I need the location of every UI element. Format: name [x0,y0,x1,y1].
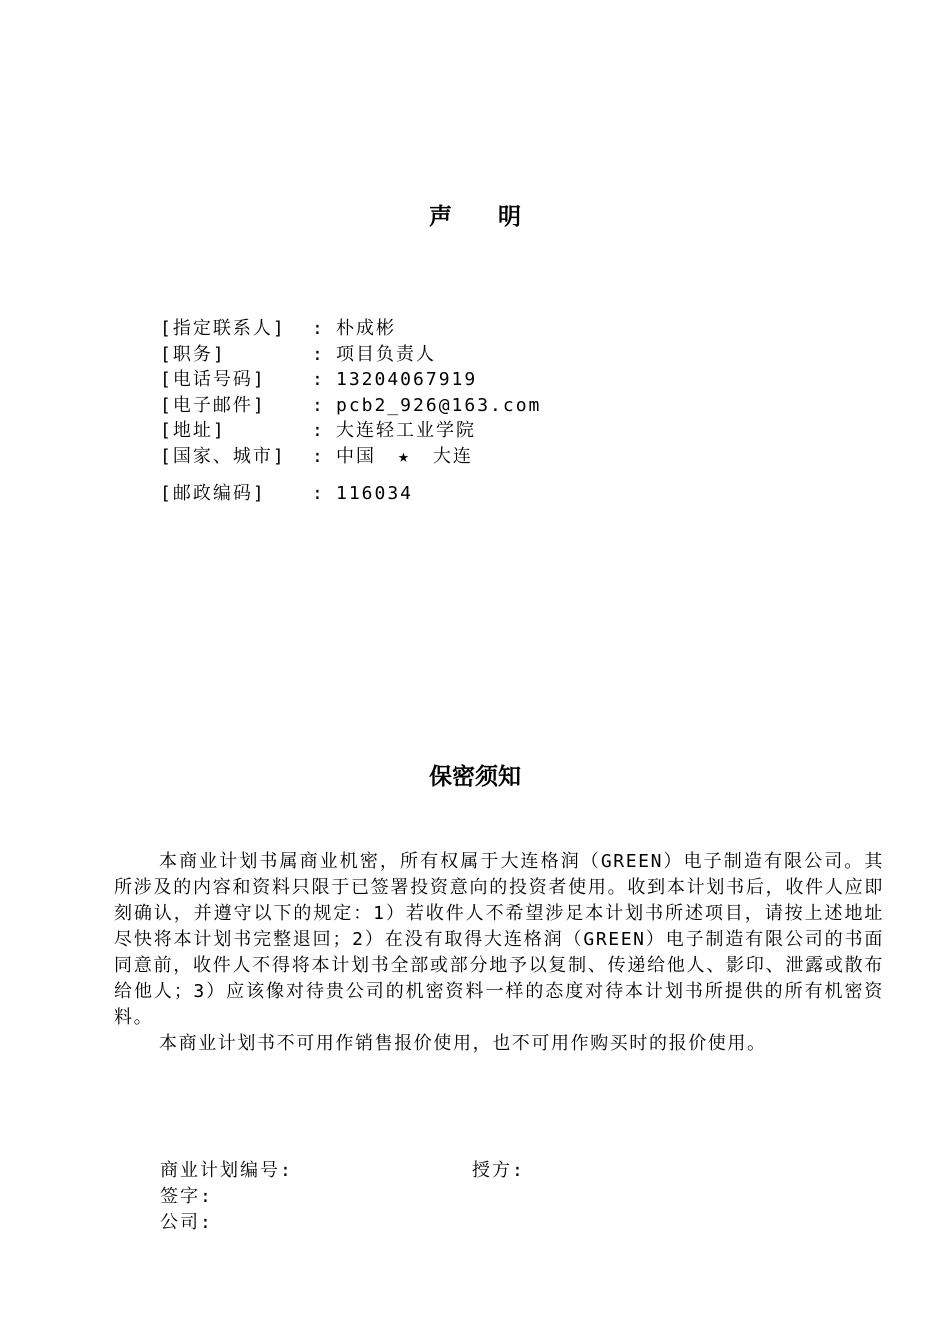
signoff-row-company [160,1210,525,1236]
contact-person-value: 朴成彬 [336,318,396,339]
contact-row-country-city [160,444,541,470]
signature-label: 签字: [160,1186,213,1207]
contact-separator: : [312,318,325,339]
contact-separator: : [312,394,325,416]
plan-number-label: 商业计划编号: [160,1160,293,1181]
confidentiality-title: 保密须知 [429,764,521,790]
confidentiality-notice [114,849,884,1057]
signoff-block [160,1158,525,1236]
contact-row-phone [160,367,541,393]
company-label: 公司: [160,1212,213,1233]
contact-separator: : [312,369,325,390]
contact-row-position [160,342,541,368]
star-icon: ★ [398,445,411,467]
signoff-row-signature [160,1184,525,1210]
notice-paragraph-1: 本商业计划书属商业机密，所有权属于大连格润（GREEN）电子制造有限公司。其所涉及的内容和资料只限于已签署投资意向的投资者使用。收到本计划书后，收件人应即刻确认，并遵守以下的规定：1）若收件人不希望涉足本计划书所述项目，请按上述地址尽快将本计划书完整退回；2）在没有取得大连格润（GREEN）电子制造有限公司的书面同意前，收件人不得将本计划书全部或部分地予以复制、传递给他人、影印、泄露或散布给他人；3）应该像对待贵公司的机密资料一样的态度对待本计划书所提供的所有机密资料。 [114,851,884,1028]
contact-row-contact-person [160,316,541,342]
email-value: pcb2_926@163.com [336,394,542,416]
contact-separator: : [312,343,325,365]
contact-row-email [160,393,541,419]
contact-separator: : [312,483,325,504]
contact-separator: : [312,445,325,467]
email-label: [电子邮件] [160,394,266,416]
position-value: 项目负责人 [336,343,436,365]
notice-paragraph-2: 本商业计划书不可用作销售报价使用，也不可用作购买时的报价使用。 [159,1033,767,1054]
grantee-label: 授方: [472,1160,525,1181]
address-label: [地址] [160,420,226,441]
postal-code-label: [邮政编码] [160,483,266,504]
contact-separator: : [312,420,325,441]
declaration-title-char-1: 声 [429,204,452,230]
signoff-row-plan-number [160,1158,525,1184]
phone-value: 13204067919 [336,369,478,390]
declaration-title [0,198,950,231]
postal-code-value: 116034 [336,483,414,504]
contact-person-label: [指定联系人] [160,318,286,339]
position-label: [职务] [160,343,226,365]
address-value: 大连轻工业学院 [336,420,476,441]
city-value: 大连 [432,445,473,467]
contact-info [160,316,541,507]
country-value: 中国 [336,445,376,467]
declaration-title-char-2: 明 [498,204,521,230]
contact-row-address [160,418,541,444]
country-city-label: [国家、城市] [160,445,286,467]
phone-label: [电话号码] [160,369,266,390]
contact-row-postal-code [160,481,541,507]
